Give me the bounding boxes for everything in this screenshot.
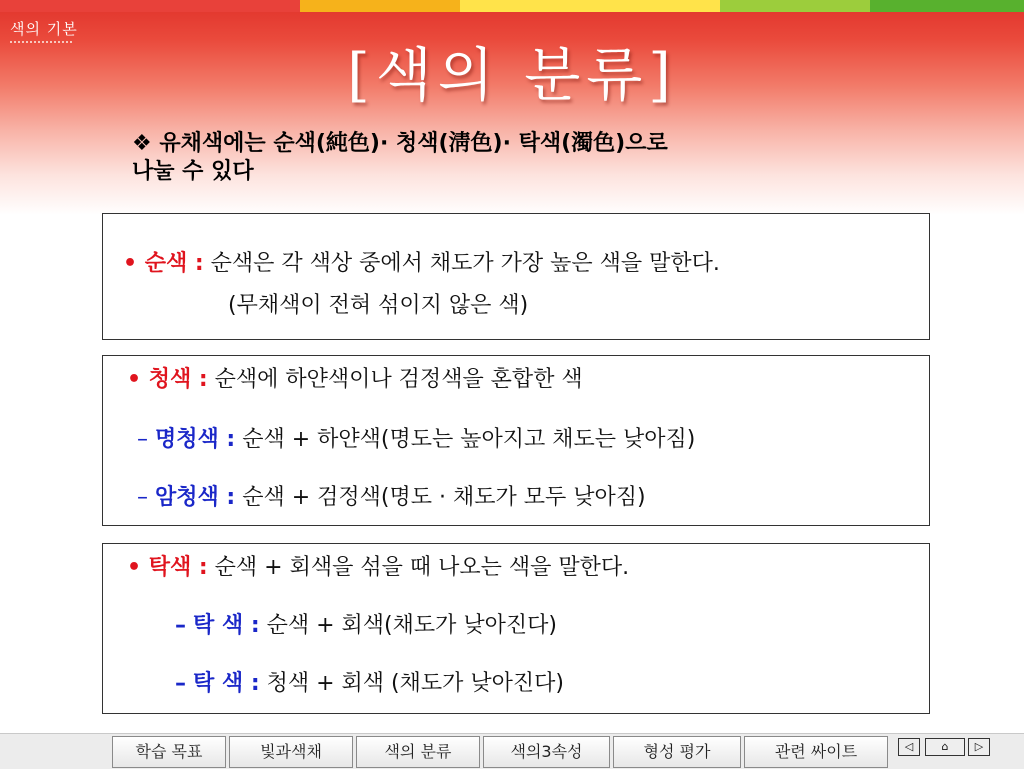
- stripe-green: [870, 0, 1024, 12]
- home-icon[interactable]: ⌂: [925, 738, 965, 756]
- nav-learning-goals-button[interactable]: 학습 목표: [112, 736, 226, 768]
- nav-related-sites-button[interactable]: 관련 싸이트: [744, 736, 888, 768]
- nav-color-attributes-button[interactable]: 색의3속성: [483, 736, 610, 768]
- dull-color-sub1-line: [175, 608, 557, 639]
- dull-color-sub1-desc: 순색 + 회색(채도가 낮아진다): [259, 613, 557, 638]
- dull-color-desc: 순색 + 회색을 섞을 때 나오는 색을 말한다.: [207, 555, 630, 580]
- intro-line-1-text: 유채색에는 순색(純色)· 청색(淸色)· 탁색(濁色)으로: [159, 131, 668, 156]
- diamond-bullet-icon: ❖: [132, 131, 152, 156]
- next-arrow-icon[interactable]: ▷: [968, 738, 990, 756]
- pure-color-note: (무채색이 전혀 섞이지 않은 색): [228, 293, 529, 318]
- dull-color-sub2-line: [175, 666, 564, 697]
- pure-color-line: [123, 246, 720, 277]
- stripe-red: [0, 0, 300, 12]
- dull-color-term: • 탁색 :: [127, 555, 208, 580]
- clear-color-box: [102, 355, 930, 526]
- dark-clear-color-line: [137, 480, 646, 511]
- nav-light-color-button[interactable]: 빛과색채: [229, 736, 353, 768]
- nav-assessment-button[interactable]: 형성 평가: [613, 736, 741, 768]
- prev-arrow-icon[interactable]: ◁: [898, 738, 920, 756]
- dark-clear-color-desc: 순색 + 검정색(명도 · 채도가 모두 낮아짐): [235, 485, 646, 510]
- light-clear-color-desc: 순색 + 하얀색(명도는 높아지고 채도는 낮아짐): [235, 427, 696, 452]
- intro-text: [132, 124, 668, 192]
- dash-icon: –: [175, 671, 186, 696]
- section-label: 색의 기본: [10, 20, 78, 38]
- dash-icon: –: [175, 613, 186, 638]
- top-color-stripes: [0, 0, 1024, 12]
- dull-color-sub2-desc: 청색 + 회색 (채도가 낮아진다): [259, 671, 564, 696]
- nav-color-classification-button[interactable]: 색의 분류: [356, 736, 480, 768]
- pure-color-desc: 순색은 각 색상 중에서 채도가 가장 높은 색을 말한다.: [203, 251, 720, 276]
- light-clear-color-term: 명청색 :: [155, 427, 236, 452]
- stripe-yellow: [460, 0, 720, 12]
- dull-color-line: [127, 550, 629, 581]
- clear-color-term: • 청색 :: [127, 367, 208, 392]
- clear-color-desc: 순색에 하얀색이나 검정색을 혼합한 색: [207, 367, 583, 392]
- intro-line-2: 나눌 수 있다: [132, 159, 254, 184]
- light-clear-color-line: [137, 422, 695, 453]
- dull-color-box: [102, 543, 930, 714]
- stripe-lightgreen: [720, 0, 870, 12]
- pure-color-term: • 순색 :: [123, 251, 204, 276]
- dull-color-sub2-term: 탁 색 :: [193, 671, 260, 696]
- stripe-orange: [300, 0, 460, 12]
- dash-icon: –: [137, 485, 148, 510]
- dull-color-sub1-term: 탁 색 :: [193, 613, 260, 638]
- pure-color-box: [102, 213, 930, 340]
- dark-clear-color-term: 암청색 :: [155, 485, 236, 510]
- page-title: [색의 분류]: [347, 41, 677, 109]
- clear-color-line: [127, 362, 583, 393]
- dash-icon: –: [137, 427, 148, 452]
